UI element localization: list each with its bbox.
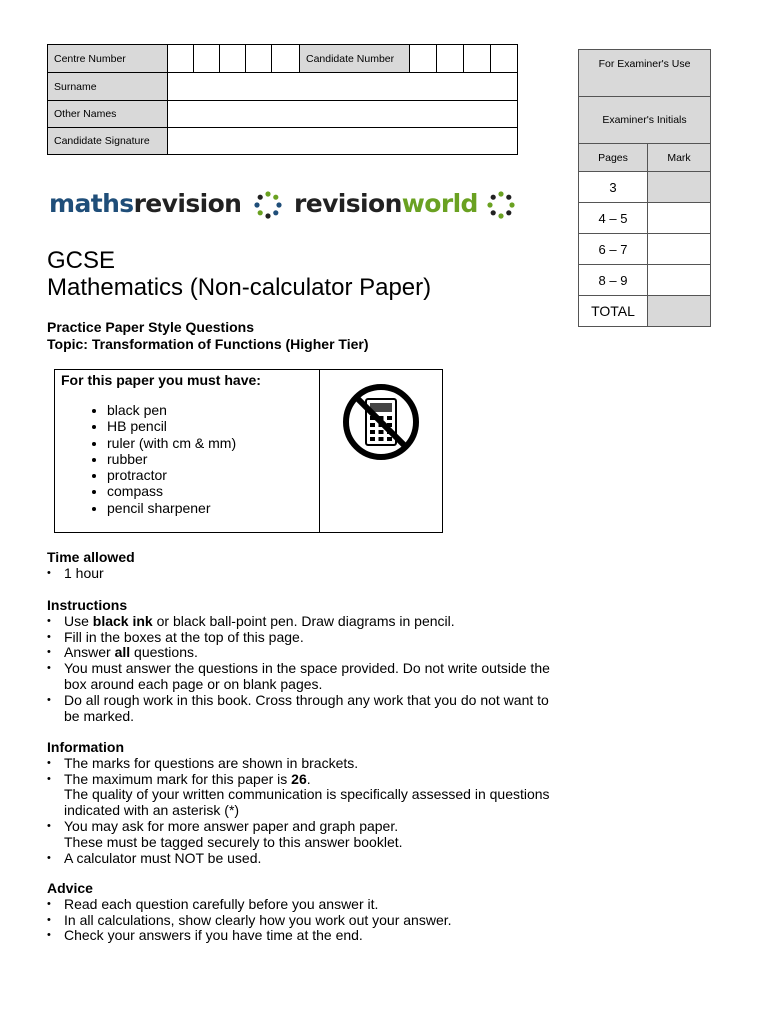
list-item: • Check your answers if you have time at the end.: [47, 928, 567, 944]
title-line-2: Mathematics (Non-calculator Paper): [47, 274, 432, 301]
list-item: • rubber: [107, 451, 319, 467]
examiner-initials-label: Examiner's Initials: [602, 114, 687, 126]
equipment-heading: For this paper you must have:: [61, 372, 261, 388]
candidate-details-table: [47, 44, 518, 155]
instructions-section: [47, 598, 567, 724]
candidate-number-box[interactable]: [464, 45, 491, 73]
paper-subtitle: [47, 319, 369, 353]
other-names-label: Other Names: [48, 101, 168, 128]
advice-heading: Advice: [47, 880, 93, 896]
page-title: [47, 247, 431, 301]
candidate-number-box[interactable]: [437, 45, 464, 73]
list-item: • protractor: [107, 467, 319, 483]
examiner-use-table: [578, 49, 711, 327]
logo-world-text: world: [401, 189, 478, 218]
list-item: • 1 hour: [47, 566, 567, 582]
list-item: • You must answer the questions in the space provided. Do not write outside the box around each page or on blank pages.: [47, 661, 567, 693]
list-item: • pencil sharpener: [107, 500, 319, 516]
list-item: • Fill in the boxes at the top of this page.: [47, 630, 567, 646]
list-item: • HB pencil: [107, 418, 319, 434]
list-item: • ruler (with cm & mm): [107, 435, 319, 451]
mathsrevision-logo: [49, 189, 241, 218]
equipment-box: [54, 369, 443, 533]
information-heading: Information: [47, 739, 124, 755]
mark-label: Mark: [667, 151, 691, 164]
candidate-number-label: Candidate Number: [300, 45, 410, 73]
other-names-field[interactable]: [168, 101, 518, 128]
mark-cell[interactable]: [648, 265, 710, 295]
pages-cell: 3: [579, 172, 648, 202]
examiner-use-heading: For Examiner's Use: [598, 58, 691, 70]
pages-cell: 8 – 9: [579, 265, 648, 295]
pages-label: Pages: [579, 144, 648, 171]
list-item: • A calculator must NOT be used.: [47, 851, 567, 867]
signature-field[interactable]: [168, 128, 518, 155]
centre-number-box[interactable]: [272, 45, 300, 73]
information-section: [47, 740, 567, 866]
title-line-1: GCSE: [47, 247, 116, 274]
centre-number-box[interactable]: [168, 45, 194, 73]
list-item: • black pen: [107, 402, 319, 418]
list-item: • You may ask for more answer paper and graph paper. These must be tagged securely to this answer booklet.: [47, 819, 567, 851]
centre-number-box[interactable]: [194, 45, 220, 73]
list-item: • compass: [107, 483, 319, 499]
revisionworld-dots-icon: [486, 190, 516, 220]
list-item: • Read each question carefully before you answer it.: [47, 897, 567, 913]
list-item: • Answer all questions.: [47, 645, 567, 661]
revisionworld-logo: [294, 189, 478, 218]
list-item: • The maximum mark for this paper is 26. The quality of your written communication is specifically assessed in questions indicated with an asterisk (*): [47, 772, 567, 819]
mark-cell[interactable]: [648, 234, 710, 264]
subtitle-line-2: Topic: Transformation of Functions (Higher Tier): [47, 336, 369, 352]
equipment-list: [61, 402, 319, 516]
list-item: • The marks for questions are shown in brackets.: [47, 756, 567, 772]
subtitle-line-1: Practice Paper Style Questions: [47, 319, 254, 335]
surname-label: Surname: [48, 73, 168, 101]
pages-cell: 6 – 7: [579, 234, 648, 264]
pages-cell: 4 – 5: [579, 203, 648, 233]
time-allowed-heading: Time allowed: [47, 549, 135, 565]
surname-field[interactable]: [168, 73, 518, 101]
centre-number-box[interactable]: [220, 45, 246, 73]
advice-section: [47, 881, 567, 944]
total-mark-cell[interactable]: [648, 296, 710, 326]
total-label: TOTAL: [579, 296, 648, 326]
logo-revision-text: revision: [133, 189, 242, 218]
mark-cell[interactable]: [648, 203, 710, 233]
candidate-number-box[interactable]: [491, 45, 518, 73]
candidate-number-box[interactable]: [410, 45, 437, 73]
signature-label: Candidate Signature: [48, 128, 168, 155]
list-item: • Do all rough work in this book. Cross through any work that you do not want to be marked.: [47, 693, 567, 725]
logo-maths-text: maths: [49, 189, 134, 218]
equipment-list-panel: [55, 370, 320, 532]
mark-cell[interactable]: [648, 172, 710, 202]
mathsrevision-dots-icon: [253, 190, 283, 220]
list-item: • In all calculations, show clearly how you work out your answer.: [47, 913, 567, 929]
logo-revision-text: revision: [294, 189, 402, 218]
centre-number-label: Centre Number: [48, 45, 168, 73]
centre-number-box[interactable]: [246, 45, 272, 73]
no-calculator-icon: [341, 382, 421, 462]
time-allowed-section: [47, 550, 567, 582]
instructions-heading: Instructions: [47, 597, 128, 613]
list-item: • Use black ink or black ball-point pen. Draw diagrams in pencil.: [47, 614, 567, 630]
no-calculator-panel: [320, 370, 442, 532]
